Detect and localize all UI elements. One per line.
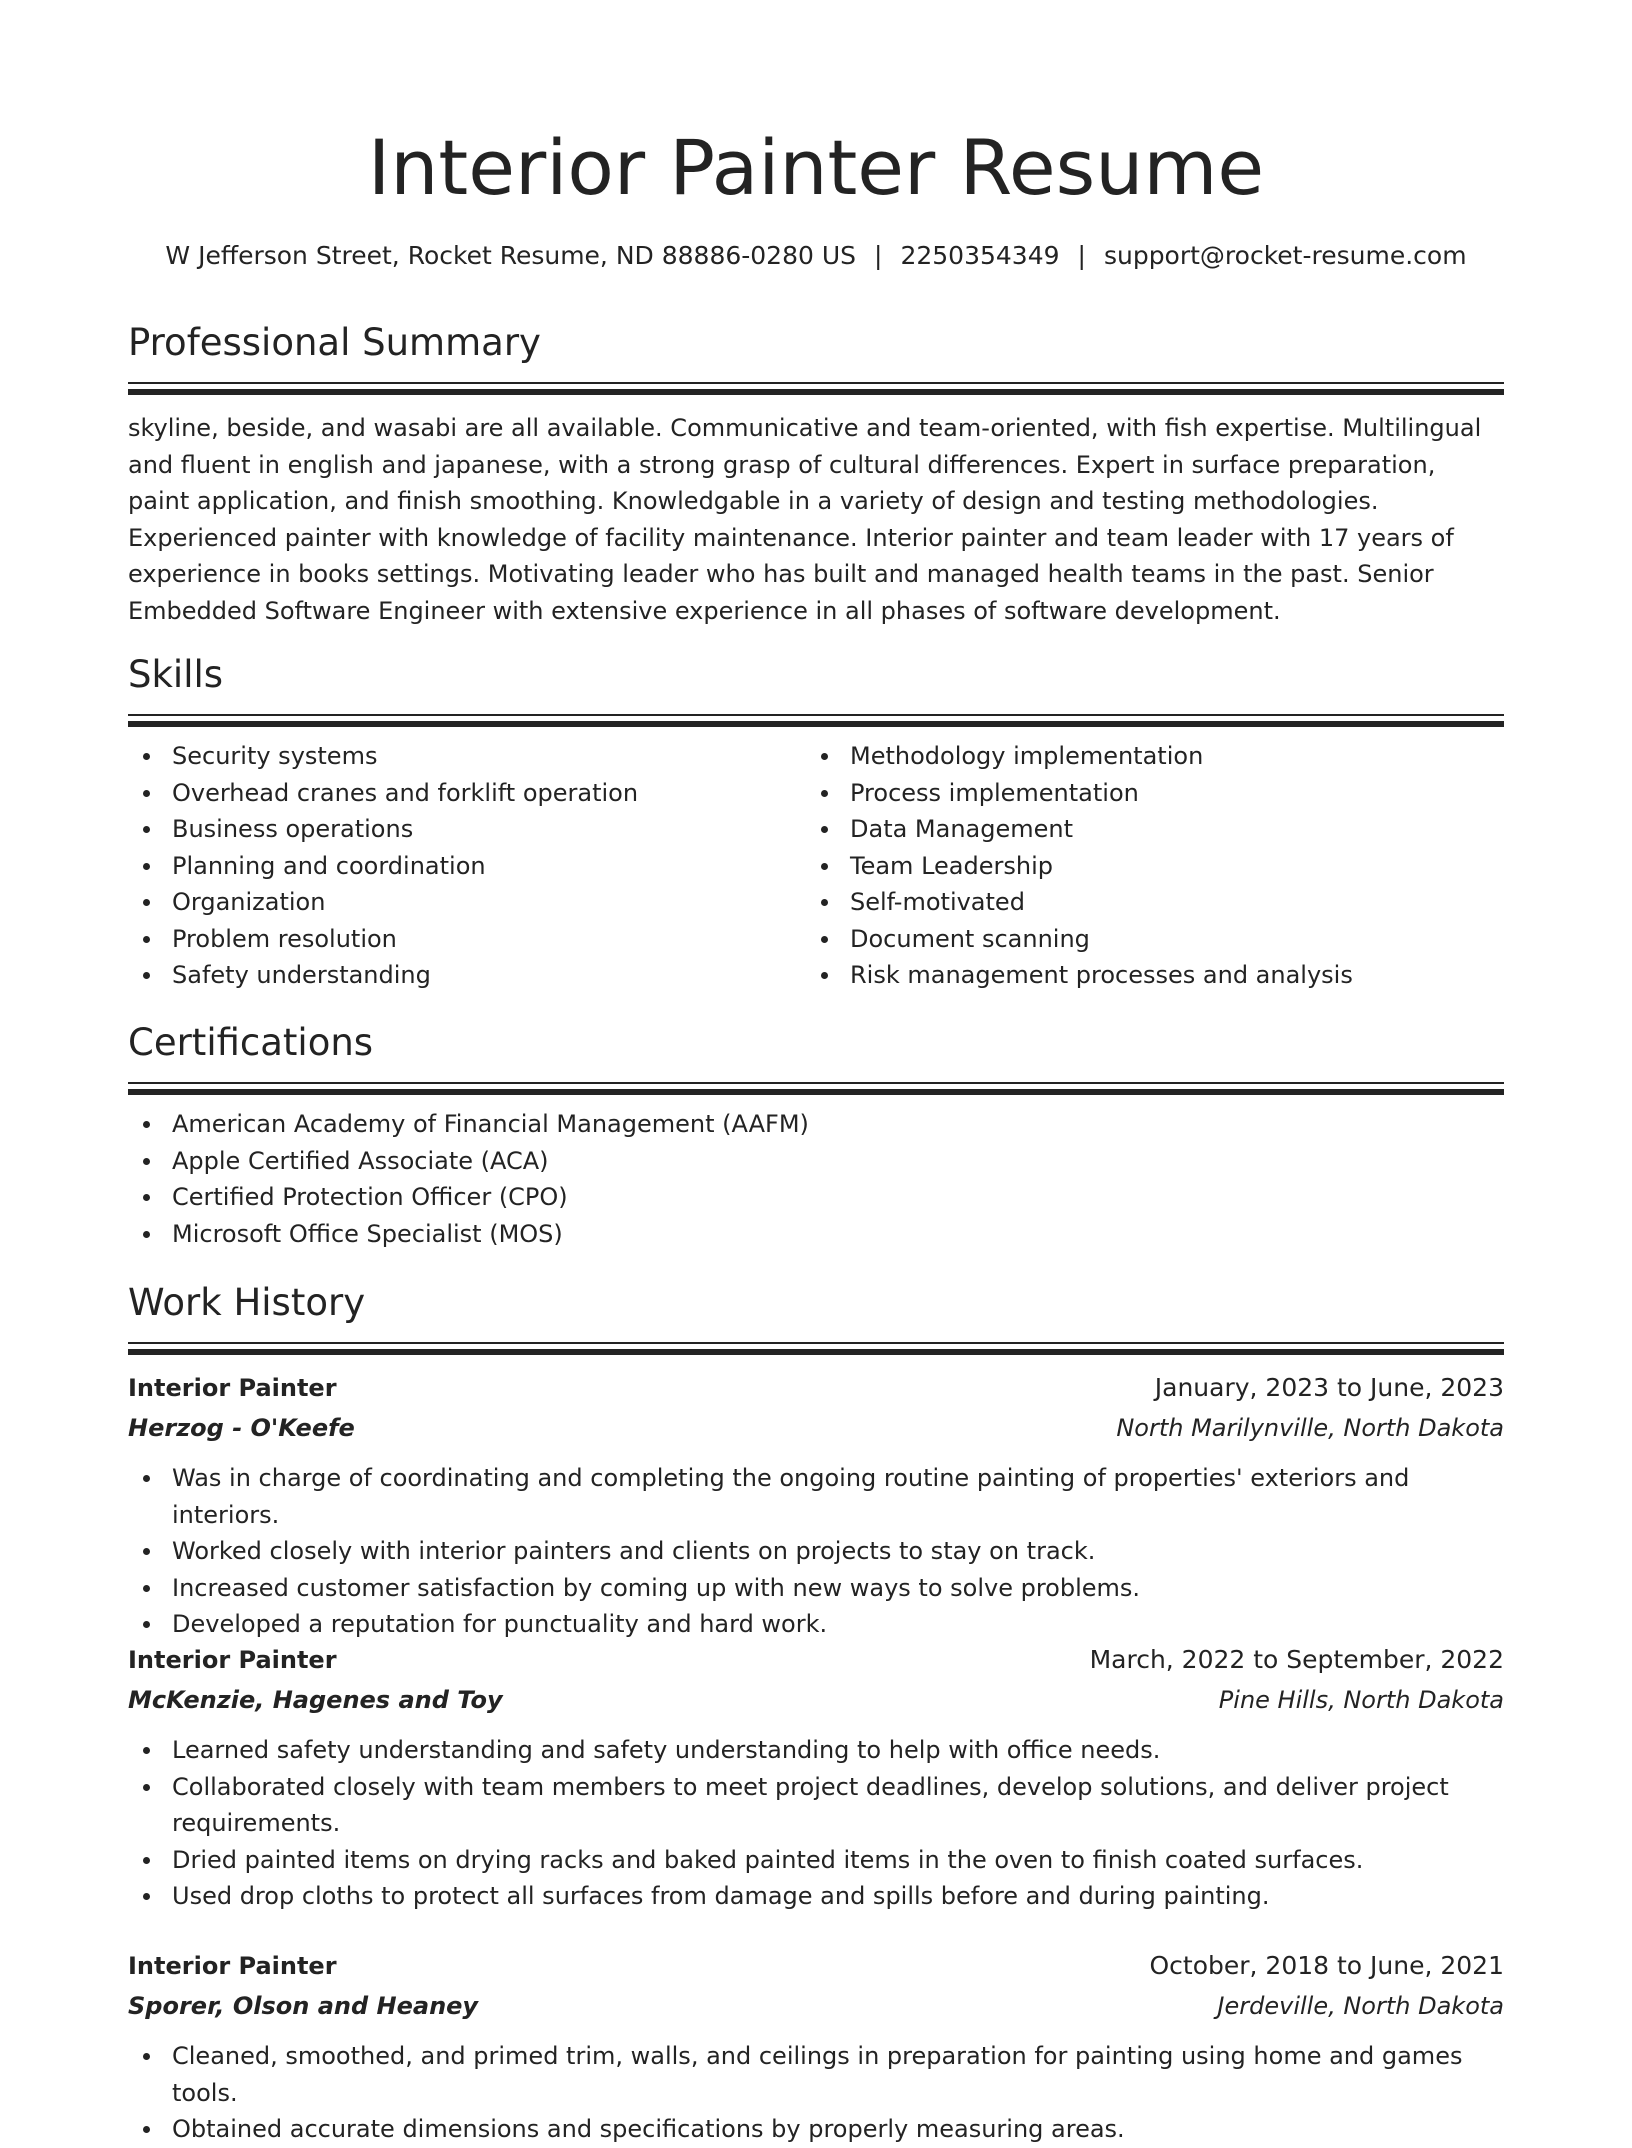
list-item: Process implementation — [806, 775, 1484, 812]
job-title: Interior Painter — [128, 1952, 337, 1980]
page-title: Interior Painter Resume — [367, 123, 1265, 212]
skills-section — [128, 650, 1504, 994]
list-item: Planning and coordination — [128, 848, 806, 885]
list-item: Problem resolution — [128, 921, 806, 958]
list-item: Cleaned, smoothed, and primed trim, walls, and ceilings in preparation for painting using home and games tools. — [128, 2038, 1504, 2111]
job-header-row — [128, 1640, 1504, 1680]
list-item: Certified Protection Officer (CPO) — [128, 1179, 1504, 1216]
job-title: Interior Painter — [128, 1646, 337, 1674]
job-header-row — [128, 1368, 1504, 1408]
list-item: Security systems — [128, 738, 806, 775]
list-item: Self-motivated — [806, 884, 1484, 921]
job-location: North Marilynville, North Dakota — [1116, 1414, 1504, 1442]
contact-line — [128, 238, 1504, 274]
list-item: Overhead cranes and forklift operation — [128, 775, 806, 812]
contact-separator: | — [1077, 241, 1086, 270]
job-duties-list — [128, 2038, 1504, 2148]
list-item: Used drop cloths to protect all surfaces from damage and spills before and during painting. — [128, 1878, 1504, 1915]
list-item: Obtained accurate dimensions and specifications by properly measuring areas. — [128, 2111, 1504, 2148]
job-header-row — [128, 1946, 1504, 1986]
job-duties-list — [128, 1460, 1504, 1643]
section-divider — [128, 714, 1504, 728]
list-item: Business operations — [128, 811, 806, 848]
certifications-list — [128, 1106, 1504, 1252]
list-item: American Academy of Financial Management (AAFM) — [128, 1106, 1504, 1143]
skills-list-right — [806, 738, 1484, 994]
section-divider — [128, 1342, 1504, 1356]
list-item: Increased customer satisfaction by coming up with new ways to solve problems. — [128, 1570, 1504, 1607]
job-subheader-row — [128, 1986, 1504, 2026]
list-item: Dried painted items on drying racks and baked painted items in the oven to finish coated surfaces. — [128, 1842, 1504, 1879]
list-item: Methodology implementation — [806, 738, 1484, 775]
list-item: Collaborated closely with team members to meet project deadlines, develop solutions, and deliver project requirements. — [128, 1769, 1504, 1842]
job-duties-list — [128, 1732, 1504, 1915]
section-title-work-history: Work History — [128, 1281, 366, 1324]
list-item: Microsoft Office Specialist (MOS) — [128, 1216, 1504, 1253]
section-divider — [128, 1082, 1504, 1096]
list-item: Safety understanding — [128, 957, 806, 994]
summary-text: skyline, beside, and wasabi are all available. Communicative and team-oriented, with fish expertise. Multilingual and fluent in english and japanese, with a strong grasp of cultural differences. Expert in surface preparation, paint application, and finish smoothing. Knowledgable in a variety of design and testing methodologies. Experienced painter with knowledge of facility maintenance. Interior painter and team leader with 17 years of experience in books settings. Motivating leader who has built and managed health teams in the past. Senior Embedded Software Engineer with extensive experience in all phases of software development. — [128, 414, 1482, 625]
job-dates: January, 2023 to June, 2023 — [1154, 1373, 1504, 1402]
job-company: Sporer, Olson and Heaney — [128, 1992, 479, 2020]
contact-phone: 2250354349 — [900, 241, 1060, 270]
list-item: Risk management processes and analysis — [806, 957, 1484, 994]
summary-section — [128, 318, 1504, 629]
job-entry — [128, 1640, 1504, 1915]
list-item: Document scanning — [806, 921, 1484, 958]
list-item: Apple Certified Associate (ACA) — [128, 1143, 1504, 1180]
job-dates: October, 2018 to June, 2021 — [1149, 1951, 1504, 1980]
skills-list-left — [128, 738, 806, 994]
list-item: Was in charge of coordinating and completing the ongoing routine painting of properties' exteriors and interiors. — [128, 1460, 1504, 1533]
certifications-section — [128, 1018, 1504, 1252]
skills-grid — [128, 738, 1504, 994]
job-company: Herzog - O'Keefe — [128, 1414, 355, 1442]
section-title-summary: Professional Summary — [128, 321, 541, 364]
job-entry — [128, 1946, 1504, 2148]
list-item: Learned safety understanding and safety understanding to help with office needs. — [128, 1732, 1504, 1769]
job-dates: March, 2022 to September, 2022 — [1089, 1645, 1504, 1674]
list-item: Team Leadership — [806, 848, 1484, 885]
job-company: McKenzie, Hagenes and Toy — [128, 1686, 503, 1714]
list-item: Data Management — [806, 811, 1484, 848]
section-divider — [128, 382, 1504, 396]
work-history-section — [128, 1278, 1504, 1356]
contact-address: W Jefferson Street, Rocket Resume, ND 88886-0280 US — [165, 241, 857, 270]
list-item: Developed a reputation for punctuality and hard work. — [128, 1606, 1504, 1643]
job-subheader-row — [128, 1408, 1504, 1448]
contact-email: support@rocket-resume.com — [1103, 241, 1467, 270]
job-location: Jerdeville, North Dakota — [1217, 1992, 1504, 2020]
section-title-certifications: Certifications — [128, 1021, 374, 1064]
job-title: Interior Painter — [128, 1374, 337, 1402]
list-item: Organization — [128, 884, 806, 921]
contact-separator: | — [874, 241, 883, 270]
job-entry — [128, 1368, 1504, 1643]
job-subheader-row — [128, 1680, 1504, 1720]
job-location: Pine Hills, North Dakota — [1218, 1686, 1504, 1714]
list-item: Worked closely with interior painters and clients on projects to stay on track. — [128, 1533, 1504, 1570]
section-title-skills: Skills — [128, 653, 224, 696]
